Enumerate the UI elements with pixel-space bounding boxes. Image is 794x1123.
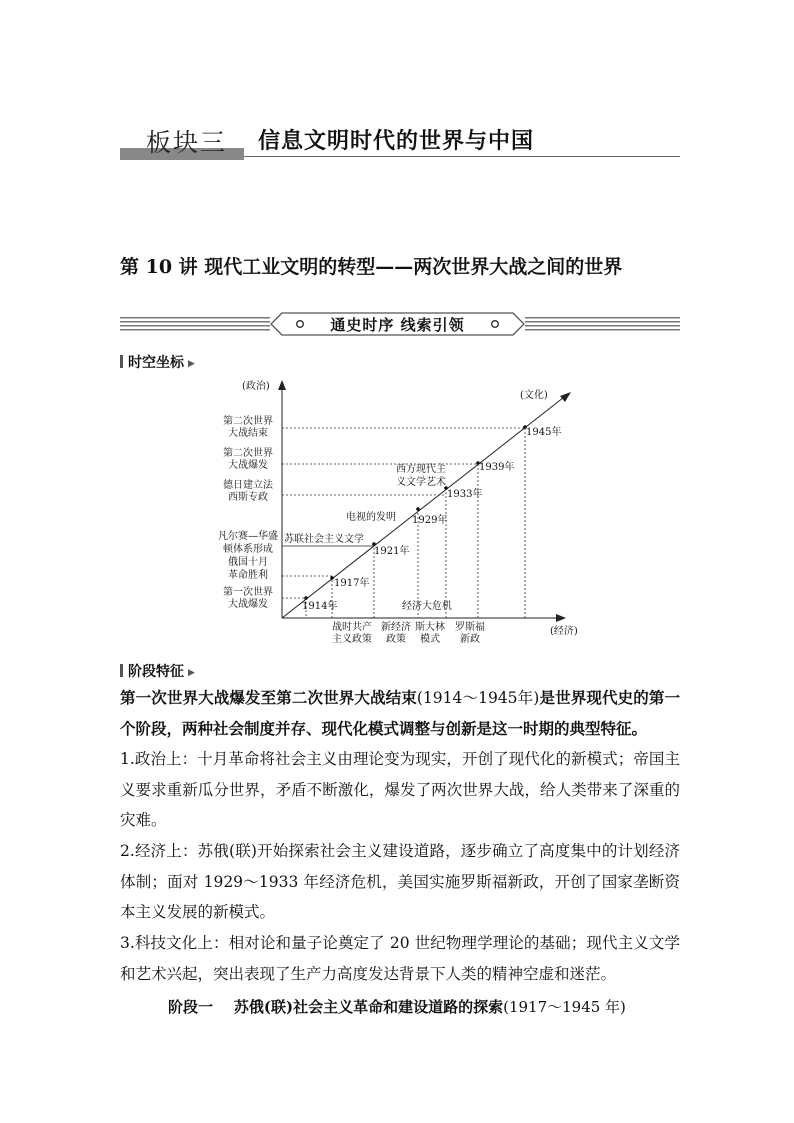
politics-label: 西斯专政 [228, 492, 268, 503]
stage-one-title: 阶段一 苏俄(联)社会主义革命和建设道路的探索 [168, 998, 504, 1016]
y-axis-arrow-icon [278, 380, 286, 390]
politics-label: 革命胜利 [228, 570, 268, 581]
intro-years: (1914～1945年) [416, 689, 540, 707]
culture-label-tv: 电视的发明 [346, 512, 396, 523]
intro-bold-2: 是世界现代史的第一个阶段，两种社会制度并存、现代化模式调整与创新是这一时期的典型特征。 [120, 688, 680, 738]
banner-text: 通史时序 线索引领 [330, 316, 465, 334]
culture-label-western-art: 西方现代主 [396, 464, 446, 475]
heading-bar-icon [120, 355, 123, 368]
features-intro [120, 683, 680, 744]
year-label: 1914年 [302, 601, 338, 612]
politics-label: 大战爆发 [228, 460, 268, 471]
year-label: 1933年 [447, 489, 483, 500]
x-axis-label: (经济) [550, 626, 578, 637]
point-1914 [304, 596, 308, 600]
features-heading-text: 阶段特征 [128, 664, 184, 680]
economy-label: 罗斯福 [455, 622, 485, 633]
triangle-right-icon: ▶ [188, 668, 195, 678]
section-banner [120, 314, 680, 336]
politics-label: 德日建立法 [223, 480, 273, 491]
economy-label: 战时共产 [332, 622, 372, 633]
economy-label: 政策 [386, 634, 406, 644]
section-rule [244, 156, 680, 157]
year-label: 1945年 [526, 427, 562, 438]
section-label [120, 118, 244, 164]
feature-culture: 3.科技文化上：相对论和量子论奠定了 20 世纪物理学理论的基础；现代主义文学和艺术兴起，突出表现了生产力高度发达背景下人类的精神空虚和迷茫。 [120, 934, 680, 983]
year-label: 1929年 [412, 515, 448, 526]
politics-label: 大战爆发 [228, 599, 268, 610]
year-label: 1921年 [374, 546, 410, 557]
lecture-title: 第 10 讲 现代工业文明的转型——两次世界大战之间的世界 [120, 256, 623, 278]
feature-economy: 2.经济上：苏俄(联)开始探索社会主义建设道路，逐步确立了高度集中的计划经济体制；面对 1929～1933 年经济危机，美国实施罗斯福新政，开创了国家垄断资本主义发展的新模式。 [120, 842, 680, 921]
politics-label: 第二次世界 [223, 448, 273, 459]
timeline-diagram [210, 372, 590, 644]
politics-label: 俄国十月 [228, 557, 268, 568]
section-label-text: 板块三 [142, 123, 231, 159]
stage-one-years: (1917～1945 年) [503, 998, 626, 1016]
crisis-label: 经济大危机 [402, 601, 452, 612]
politics-label: 第二次世界 [223, 416, 273, 427]
section-title: 信息文明时代的世界与中国 [258, 128, 535, 154]
year-points [304, 425, 527, 600]
diagonal-arrow-icon [560, 392, 571, 402]
economy-labels [332, 620, 485, 644]
economy-label: 斯大林 [415, 622, 445, 633]
intro-bold-1: 第一次世界大战爆发至第二次世界大战结束 [120, 688, 417, 707]
politics-label: 大战结束 [228, 428, 268, 439]
year-label: 1917年 [334, 578, 370, 589]
point-1929 [416, 507, 420, 511]
economy-label: 新政 [460, 634, 480, 644]
timeline-heading [120, 352, 195, 372]
banner-tag [270, 312, 525, 336]
heading-bar-icon [120, 664, 123, 677]
stage-one-heading [168, 996, 626, 1017]
economy-label: 新经济 [381, 622, 411, 633]
culture-label-western-art: 义文学艺术 [396, 477, 446, 488]
politics-label: 凡尔赛—华盛 [218, 531, 278, 542]
year-labels [302, 425, 561, 612]
triangle-right-icon: ▶ [188, 359, 195, 369]
feature-politics: 1.政治上：十月革命将社会主义由理论变为现实，开创了现代化的新模式；帝国主义要求重新瓜分世界，矛盾不断激化，爆发了两次世界大战，给人类带来了深重的灾难。 [120, 750, 680, 829]
y-axis-label: (政治) [242, 381, 270, 392]
x-axis-arrow-icon [556, 614, 566, 622]
year-label: 1939年 [479, 462, 515, 473]
economy-label: 模式 [420, 634, 440, 644]
politics-label: 顿体系形成 [223, 544, 273, 555]
economy-label: 主义政策 [332, 634, 372, 644]
politics-label: 第一次世界 [223, 587, 273, 598]
timeline-heading-text: 时空坐标 [128, 355, 184, 371]
culture-label-soviet-literature: 苏联社会主义文学 [284, 534, 364, 545]
diagonal-label: (文化) [520, 390, 548, 401]
politics-labels [218, 414, 278, 610]
features-heading [120, 661, 195, 681]
